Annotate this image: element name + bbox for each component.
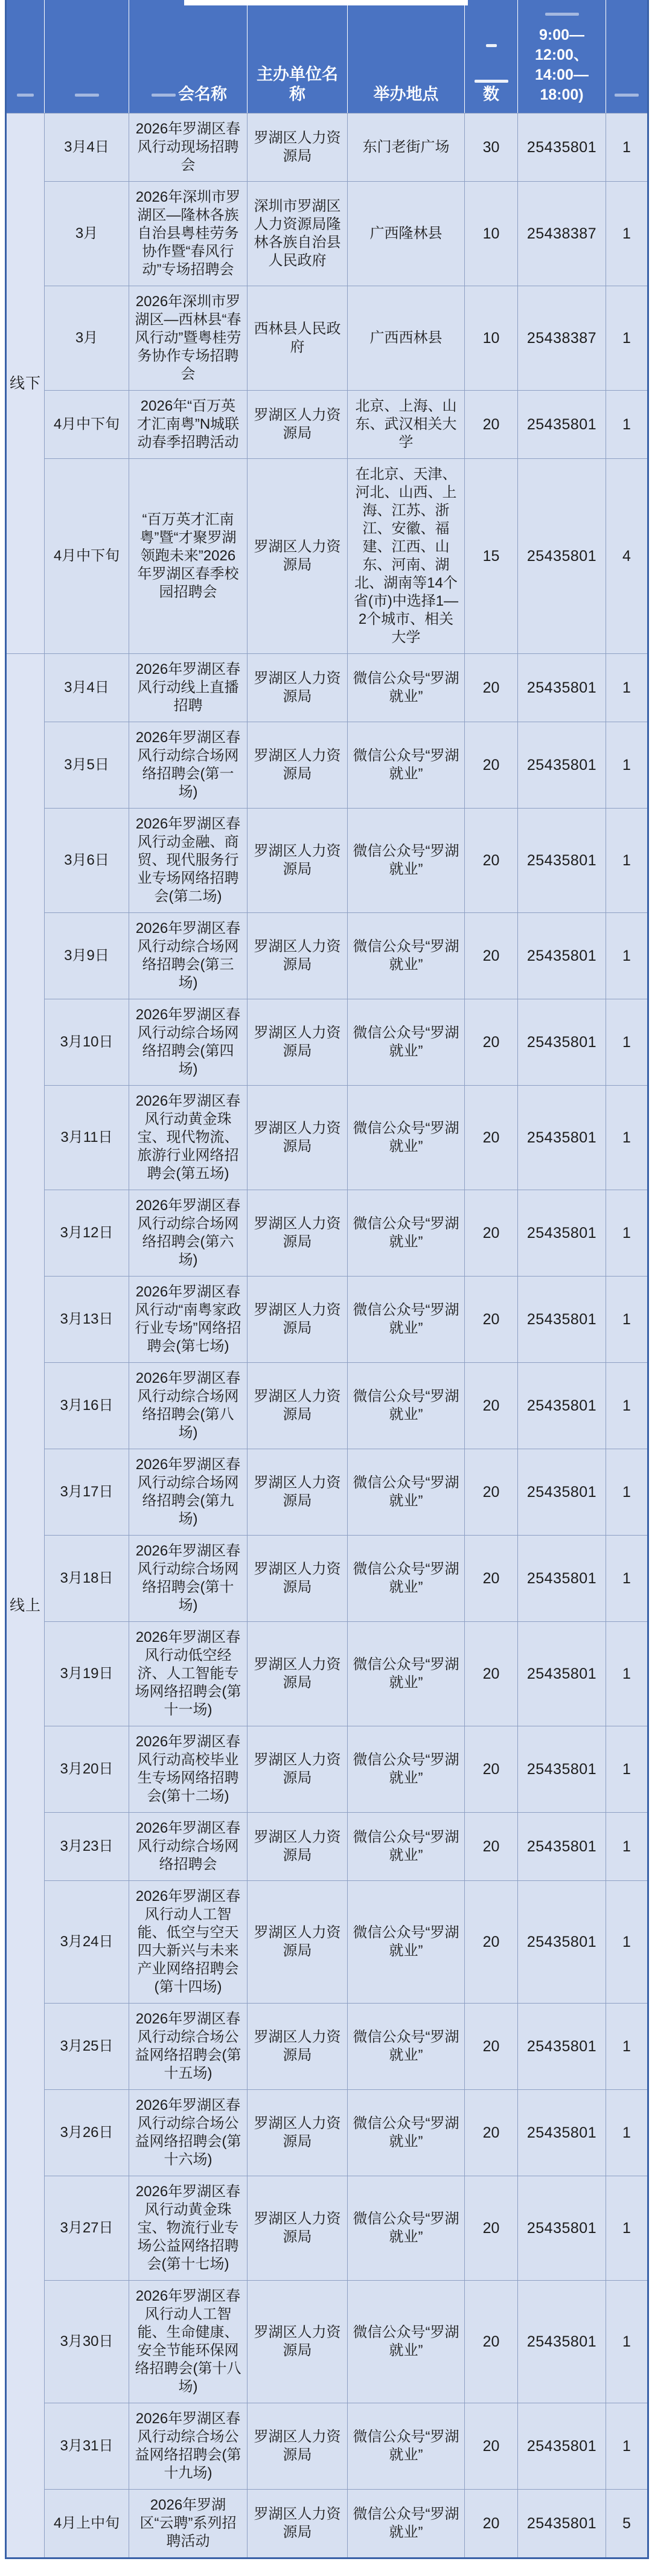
cell-phone: 25435801 (518, 459, 606, 654)
cell-date: 3月31日 (45, 2403, 129, 2490)
clipped-text-fragment (75, 94, 99, 97)
cell-phone: 25435801 (518, 2176, 606, 2281)
cell-org: 罗湖区人力资源局 (248, 1726, 348, 1813)
cell-phone: 25435801 (518, 1536, 606, 1622)
table-row (6, 913, 648, 999)
cell-sessions: 1 (606, 391, 648, 459)
cell-date: 3月10日 (45, 999, 129, 1086)
cell-sessions: 1 (606, 1536, 648, 1622)
cell-phone: 25435801 (518, 1813, 606, 1881)
cell-phone: 25435801 (518, 1622, 606, 1726)
cell-venue: 微信公众号“罗湖就业” (348, 1086, 465, 1190)
cell-date: 3月16日 (45, 1363, 129, 1449)
cell-venue: 广西西林县 (348, 286, 465, 391)
cell-name: 2026年罗湖区春风行动综合场公益网络招聘会(第十六场) (129, 2090, 248, 2176)
cell-sessions: 1 (606, 1726, 648, 1813)
cell-count: 20 (465, 1086, 518, 1190)
cell-date: 3月27日 (45, 2176, 129, 2281)
cell-count: 20 (465, 1726, 518, 1813)
table-row (6, 459, 648, 654)
cell-venue: 微信公众号“罗湖就业” (348, 1449, 465, 1536)
cell-count: 20 (465, 722, 518, 809)
cell-venue: 微信公众号“罗湖就业” (348, 1726, 465, 1813)
cell-org: 西林县人民政府 (248, 286, 348, 391)
table-row (6, 1363, 648, 1449)
cell-phone: 25435801 (518, 391, 606, 459)
cell-name: 2026年罗湖区春风行动“南粤家政行业专场”网络招聘会(第七场) (129, 1277, 248, 1363)
cell-sessions: 1 (606, 999, 648, 1086)
cell-date: 3月 (45, 286, 129, 391)
table-row (6, 999, 648, 1086)
cell-org: 罗湖区人力资源局 (248, 1449, 348, 1536)
header-organizer (248, 0, 348, 114)
section-label-online: 线上 (6, 654, 45, 2558)
cell-phone: 25435801 (518, 2490, 606, 2558)
cell-sessions: 1 (606, 1277, 648, 1363)
cell-sessions: 1 (606, 809, 648, 913)
cell-org: 罗湖区人力资源局 (248, 2090, 348, 2176)
cell-count: 20 (465, 2281, 518, 2403)
cell-phone: 25435801 (518, 1881, 606, 2004)
table-row (6, 2004, 648, 2090)
cell-date: 3月17日 (45, 1449, 129, 1536)
header-row (6, 0, 648, 114)
cell-sessions: 1 (606, 2004, 648, 2090)
cell-date: 3月12日 (45, 1190, 129, 1277)
cell-count: 20 (465, 999, 518, 1086)
cell-date: 3月13日 (45, 1277, 129, 1363)
cell-name: 2026年罗湖区春风行动综合场公益网络招聘会(第十九场) (129, 2403, 248, 2490)
cell-name: 2026年罗湖区春风行动综合场网络招聘会(第六场) (129, 1190, 248, 1277)
cell-date: 3月11日 (45, 1086, 129, 1190)
cell-name: 2026年罗湖区春风行动人工智能、低空与空天四大新兴与未来产业网络招聘会(第十四场) (129, 1881, 248, 2004)
cell-venue: 微信公众号“罗湖就业” (348, 809, 465, 913)
cell-org: 罗湖区人力资源局 (248, 2403, 348, 2490)
cell-date: 3月20日 (45, 1726, 129, 1813)
cell-sessions: 1 (606, 1881, 648, 2004)
cell-sessions: 1 (606, 286, 648, 391)
table-row (6, 114, 648, 182)
cell-org: 罗湖区人力资源局 (248, 913, 348, 999)
cell-org: 罗湖区人力资源局 (248, 654, 348, 722)
cell-venue: 微信公众号“罗湖就业” (348, 1813, 465, 1881)
table-row (6, 391, 648, 459)
cell-name: 2026年罗湖区春风行动综合场网络招聘会(第一场) (129, 722, 248, 809)
cell-name: 2026年罗湖区春风行动综合场网络招聘会 (129, 1813, 248, 1881)
cell-date: 3月19日 (45, 1622, 129, 1726)
table-row (6, 1449, 648, 1536)
cell-date: 3月23日 (45, 1813, 129, 1881)
cell-phone: 25435801 (518, 2403, 606, 2490)
cell-count: 20 (465, 1536, 518, 1622)
table-row (6, 2281, 648, 2403)
header-fair-name-label: 会名称 (178, 85, 227, 103)
cell-phone: 25435801 (518, 999, 606, 1086)
clipped-text-fragment (465, 35, 517, 91)
cell-venue: 东门老街广场 (348, 114, 465, 182)
cell-date: 3月26日 (45, 2090, 129, 2176)
cell-count: 20 (465, 809, 518, 913)
cell-date: 4月中下旬 (45, 391, 129, 459)
header-booth-count-label: 数 (483, 85, 499, 103)
cell-count: 20 (465, 2403, 518, 2490)
cell-count: 20 (465, 1881, 518, 2004)
cell-name: 2026年“百万英才汇南粤”N城联动春季招聘活动 (129, 391, 248, 459)
cell-name: 2026年罗湖区“云聘”系列招聘活动 (129, 2490, 248, 2558)
table-row (6, 1190, 648, 1277)
cell-count: 20 (465, 1622, 518, 1726)
cell-phone: 25435801 (518, 1726, 606, 1813)
cell-phone: 25435801 (518, 1449, 606, 1536)
cell-org: 罗湖区人力资源局 (248, 459, 348, 654)
cell-date: 3月5日 (45, 722, 129, 809)
cell-count: 20 (465, 913, 518, 999)
header-date-clipped (45, 0, 129, 114)
clipped-text-fragment (17, 94, 34, 97)
cell-phone: 25435801 (518, 913, 606, 999)
cell-org: 罗湖区人力资源局 (248, 1881, 348, 2004)
header-booth-count (465, 0, 518, 114)
cell-count: 20 (465, 1813, 518, 1881)
cell-date: 4月中下旬 (45, 459, 129, 654)
cell-count: 20 (465, 654, 518, 722)
cell-sessions: 4 (606, 459, 648, 654)
cell-count: 20 (465, 2490, 518, 2558)
cell-date: 3月4日 (45, 654, 129, 722)
cell-name: 2026年罗湖区春风行动线上直播招聘 (129, 654, 248, 722)
cell-venue: 微信公众号“罗湖就业” (348, 2403, 465, 2490)
section-label-offline: 线下 (6, 114, 45, 654)
cell-sessions: 1 (606, 654, 648, 722)
cell-sessions: 1 (606, 1190, 648, 1277)
table-row (6, 1813, 648, 1881)
cell-venue: 微信公众号“罗湖就业” (348, 2090, 465, 2176)
cell-venue: 微信公众号“罗湖就业” (348, 1277, 465, 1363)
cell-name: 2026年深圳市罗湖区—西林县“春风行动”暨粤桂劳务协作专场招聘会 (129, 286, 248, 391)
cell-sessions: 1 (606, 1449, 648, 1536)
cell-count: 20 (465, 1190, 518, 1277)
cell-name: 2026年罗湖区春风行动综合场公益网络招聘会(第十五场) (129, 2004, 248, 2090)
cell-name: 2026年罗湖区春风行动黄金珠宝、现代物流、旅游行业网络招聘会(第五场) (129, 1086, 248, 1190)
cell-sessions: 1 (606, 2176, 648, 2281)
header-section-clipped (6, 0, 45, 114)
cell-count: 20 (465, 391, 518, 459)
cell-venue: 微信公众号“罗湖就业” (348, 913, 465, 999)
cell-count: 10 (465, 182, 518, 286)
cell-venue: 微信公众号“罗湖就业” (348, 1190, 465, 1277)
cell-name: “百万英才汇南粤”暨“才聚罗湖领跑未来”2026年罗湖区春季校园招聘会 (129, 459, 248, 654)
cell-venue: 北京、上海、山东、武汉相关大学 (348, 391, 465, 459)
cell-date: 3月6日 (45, 809, 129, 913)
cell-name: 2026年罗湖区春风行动综合场网络招聘会(第四场) (129, 999, 248, 1086)
clipped-text-fragment (545, 13, 579, 16)
header-phone-hours-label: 9:00—12:00、14:00—18:00) (535, 27, 589, 103)
cell-phone: 25435801 (518, 2004, 606, 2090)
cell-org: 罗湖区人力资源局 (248, 114, 348, 182)
cell-venue: 微信公众号“罗湖就业” (348, 1363, 465, 1449)
cell-phone: 25435801 (518, 2090, 606, 2176)
header-sessions-clipped (606, 0, 648, 114)
screenshot-crop-notch (184, 0, 468, 5)
cell-org: 罗湖区人力资源局 (248, 2490, 348, 2558)
cell-org: 罗湖区人力资源局 (248, 1190, 348, 1277)
cell-name: 2026年罗湖区春风行动综合场网络招聘会(第三场) (129, 913, 248, 999)
cell-sessions: 1 (606, 1086, 648, 1190)
cell-sessions: 1 (606, 1363, 648, 1449)
cell-org: 罗湖区人力资源局 (248, 391, 348, 459)
header-organizer-label: 主办单位名称 (257, 65, 338, 103)
cell-date: 3月24日 (45, 1881, 129, 2004)
cell-date: 4月上中旬 (45, 2490, 129, 2558)
cell-org: 罗湖区人力资源局 (248, 1536, 348, 1622)
table-row (6, 1881, 648, 2004)
cell-phone: 25435801 (518, 809, 606, 913)
table-row (6, 654, 648, 722)
cell-phone: 25435801 (518, 722, 606, 809)
cell-sessions: 1 (606, 2090, 648, 2176)
cell-org: 罗湖区人力资源局 (248, 1086, 348, 1190)
cell-count: 20 (465, 2004, 518, 2090)
table-body (6, 114, 648, 2558)
clipped-text-fragment (152, 94, 176, 97)
table-row (6, 1622, 648, 1726)
cell-sessions: 5 (606, 2490, 648, 2558)
cell-date: 3月4日 (45, 114, 129, 182)
cell-phone: 25435801 (518, 2281, 606, 2403)
cell-name: 2026年罗湖区春风行动综合场网络招聘会(第十场) (129, 1536, 248, 1622)
table-row (6, 1086, 648, 1190)
cell-date: 3月 (45, 182, 129, 286)
cell-count: 10 (465, 286, 518, 391)
cell-venue: 微信公众号“罗湖就业” (348, 2176, 465, 2281)
cell-org: 罗湖区人力资源局 (248, 2004, 348, 2090)
table-row (6, 809, 648, 913)
cell-date: 3月9日 (45, 913, 129, 999)
cell-phone: 25435801 (518, 654, 606, 722)
cell-phone: 25435801 (518, 1363, 606, 1449)
cell-sessions: 1 (606, 2403, 648, 2490)
cell-venue: 微信公众号“罗湖就业” (348, 722, 465, 809)
table-row (6, 182, 648, 286)
cell-sessions: 1 (606, 182, 648, 286)
cell-sessions: 1 (606, 2281, 648, 2403)
cell-count: 20 (465, 2090, 518, 2176)
cell-venue: 微信公众号“罗湖就业” (348, 2490, 465, 2558)
header-venue-label: 举办地点 (373, 85, 439, 103)
cell-date: 3月18日 (45, 1536, 129, 1622)
cell-sessions: 1 (606, 913, 648, 999)
cell-venue: 微信公众号“罗湖就业” (348, 1881, 465, 2004)
table-row (6, 286, 648, 391)
cell-count: 20 (465, 1363, 518, 1449)
cell-count: 20 (465, 1277, 518, 1363)
cell-venue: 微信公众号“罗湖就业” (348, 2004, 465, 2090)
cell-venue: 微信公众号“罗湖就业” (348, 654, 465, 722)
cell-name: 2026年罗湖区春风行动黄金珠宝、物流行业专场公益网络招聘会(第十七场) (129, 2176, 248, 2281)
cell-org: 罗湖区人力资源局 (248, 1813, 348, 1881)
cell-org: 罗湖区人力资源局 (248, 999, 348, 1086)
cell-org: 罗湖区人力资源局 (248, 1277, 348, 1363)
cell-name: 2026年罗湖区春风行动综合场网络招聘会(第九场) (129, 1449, 248, 1536)
cell-org: 罗湖区人力资源局 (248, 1622, 348, 1726)
cell-org: 罗湖区人力资源局 (248, 809, 348, 913)
header-fair-name (129, 0, 248, 114)
cell-phone: 25438387 (518, 182, 606, 286)
cell-venue: 微信公众号“罗湖就业” (348, 1536, 465, 1622)
cell-sessions: 1 (606, 1622, 648, 1726)
header-venue (348, 0, 465, 114)
cell-venue: 广西隆林县 (348, 182, 465, 286)
cell-date: 3月25日 (45, 2004, 129, 2090)
table-row (6, 2403, 648, 2490)
header-phone-hours (518, 0, 606, 114)
cell-count: 30 (465, 114, 518, 182)
cell-org: 深圳市罗湖区人力资源局隆林各族自治县人民政府 (248, 182, 348, 286)
cell-org: 罗湖区人力资源局 (248, 2281, 348, 2403)
cell-venue: 微信公众号“罗湖就业” (348, 1622, 465, 1726)
cell-sessions: 1 (606, 114, 648, 182)
table-row (6, 2176, 648, 2281)
table-row (6, 2490, 648, 2558)
cell-name: 2026年罗湖区春风行动金融、商贸、现代服务行业专场网络招聘会(第二场) (129, 809, 248, 913)
cell-count: 15 (465, 459, 518, 654)
cell-venue: 在北京、天津、河北、山西、上海、江苏、浙江、安徽、福建、江西、山东、河南、湖北、湖南等14个省(市)中选择1—2个城市、相关大学 (348, 459, 465, 654)
cell-count: 20 (465, 2176, 518, 2281)
cell-phone: 25438387 (518, 286, 606, 391)
cell-venue: 微信公众号“罗湖就业” (348, 2281, 465, 2403)
page-bottom-margin (0, 2570, 652, 2576)
clipped-text-fragment (615, 94, 639, 97)
cell-phone: 25435801 (518, 1086, 606, 1190)
cell-name: 2026年罗湖区春风行动现场招聘会 (129, 114, 248, 182)
table-row (6, 1536, 648, 1622)
table-row (6, 722, 648, 809)
cell-phone: 25435801 (518, 1277, 606, 1363)
cell-org: 罗湖区人力资源局 (248, 2176, 348, 2281)
cell-count: 20 (465, 1449, 518, 1536)
cell-phone: 25435801 (518, 114, 606, 182)
cell-date: 3月30日 (45, 2281, 129, 2403)
cell-name: 2026年罗湖区春风行动高校毕业生专场网络招聘会(第十二场) (129, 1726, 248, 1813)
cell-org: 罗湖区人力资源局 (248, 722, 348, 809)
cell-sessions: 1 (606, 1813, 648, 1881)
table-row (6, 2090, 648, 2176)
cell-name: 2026年深圳市罗湖区—隆林各族自治县粤桂劳务协作暨“春风行动”专场招聘会 (129, 182, 248, 286)
table-row (6, 1726, 648, 1813)
cell-org: 罗湖区人力资源局 (248, 1363, 348, 1449)
cell-venue: 微信公众号“罗湖就业” (348, 999, 465, 1086)
cell-name: 2026年罗湖区春风行动低空经济、人工智能专场网络招聘会(第十一场) (129, 1622, 248, 1726)
cell-sessions: 1 (606, 722, 648, 809)
table-row (6, 1277, 648, 1363)
recruitment-schedule-table (5, 0, 649, 2559)
cell-name: 2026年罗湖区春风行动综合场网络招聘会(第八场) (129, 1363, 248, 1449)
cell-name: 2026年罗湖区春风行动人工智能、生命健康、安全节能环保网络招聘会(第十八场) (129, 2281, 248, 2403)
cell-phone: 25435801 (518, 1190, 606, 1277)
table-header (6, 0, 648, 114)
